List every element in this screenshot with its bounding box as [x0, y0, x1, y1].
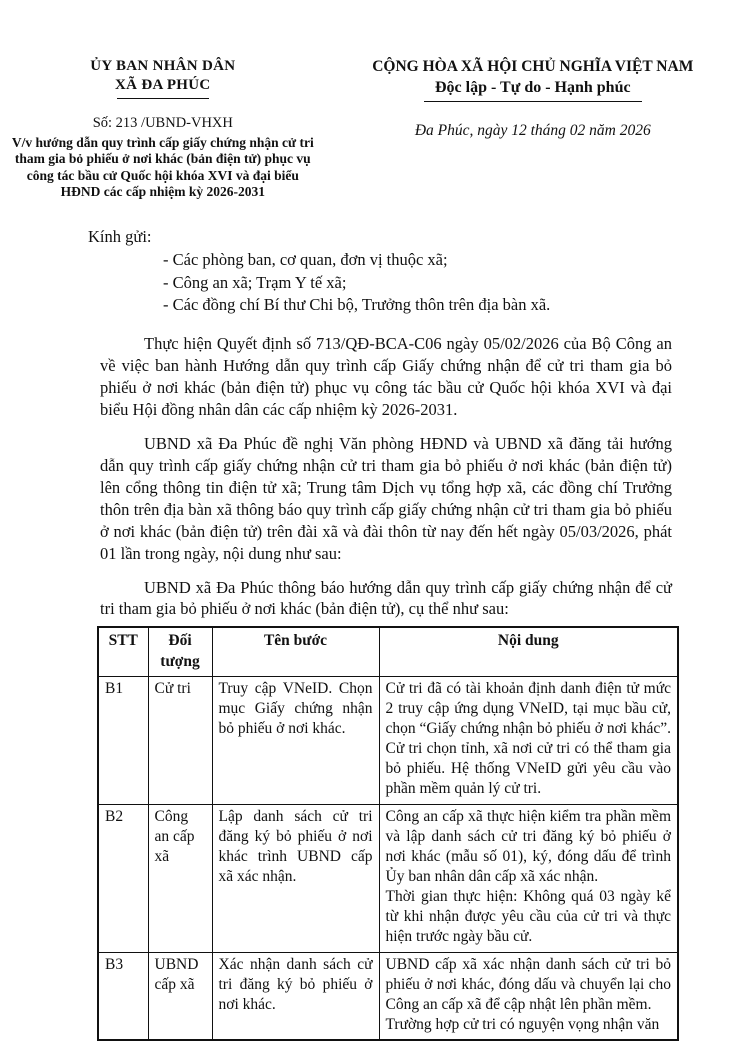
cell-ten-buoc: Lập danh sách cử tri đăng ký bỏ phiếu ở nơi khác trình UBND cấp xã xác nhận.	[212, 804, 379, 952]
salutation: Kính gửi:	[88, 226, 152, 246]
cell-ten-buoc: Truy cập VNeID. Chọn mục Giấy chứng nhận bỏ phiếu ở nơi khác.	[212, 676, 379, 804]
cell-ten-buoc: Xác nhận danh sách cử tri đăng ký bỏ phiếu ở nơi khác.	[212, 952, 379, 1040]
national-title: CỘNG HÒA XÃ HỘI CHỦ NGHĨA VIỆT NAM	[372, 58, 694, 75]
table-row	[98, 952, 678, 1040]
cell-doi-tuong: Công an cấp xã	[148, 804, 212, 952]
col-header-noi-dung: Nội dung	[379, 627, 678, 676]
issuer-underline	[117, 98, 209, 99]
place-date: Đa Phúc, ngày 12 tháng 02 năm 2026	[414, 122, 651, 139]
cell-stt: B1	[98, 676, 148, 804]
cell-paragraph: UBND cấp xã xác nhận danh sách cử tri bỏ phiếu ở nơi khác, đóng dấu và chuyển lại cho Công an cấp xã để cập nhật lên phần mềm.	[385, 955, 671, 1013]
doc-number: Số: 213 /UBND-VHXH	[92, 115, 233, 131]
doc-subject: V/v hướng dẫn quy trình cấp giấy chứng nhận cử tri tham gia bỏ phiếu ở nơi khác (bản điện tử) phục vụ công tác bầu cử Quốc hội khóa XVI và đại biểu HĐND các cấp nhiệm kỳ 2026-2031	[11, 135, 314, 200]
motto-underline	[424, 101, 642, 102]
recipient-item: - Các đồng chí Bí thư Chi bộ, Trưởng thôn trên địa bàn xã.	[163, 295, 551, 315]
cell-stt: B2	[98, 804, 148, 952]
cell-paragraph: Công an cấp xã thực hiện kiểm tra phần mềm và lập danh sách cử tri đăng ký bỏ phiếu ở nơi khác (mẫu số 01), ký, đóng dấu để trình Ủy ban nhân dân cấp xã xác nhận.	[385, 807, 671, 885]
procedure-table	[97, 626, 679, 1041]
recipient-item: - Công an xã; Trạm Y tế xã;	[163, 272, 347, 292]
cell-noi-dung	[379, 676, 678, 804]
col-header-stt: STT	[98, 627, 148, 676]
body-paragraph: UBND xã Đa Phúc đề nghị Văn phòng HĐND và UBND xã đăng tải hướng dẫn quy trình cấp giấy chứng nhận cử tri tham gia bỏ phiếu ở nơi khác (bản điện tử) lên cổng thông tin điện tử xã; Trung tâm Dịch vụ tổng hợp xã, các đồng chí Trưởng thôn trên địa bàn xã thông báo quy trình cấp giấy chứng nhận cử tri tham gia bỏ phiếu ở nơi khác (bản điện tử) trên đài xã và đài thôn từ nay đến hết ngày 05/03/2026, phát 01 lần trong ngày, nội dung như sau:	[100, 433, 672, 563]
cell-noi-dung	[379, 804, 678, 952]
col-header-ten-buoc: Tên bước	[212, 627, 379, 676]
recipient-item: - Các phòng ban, cơ quan, đơn vị thuộc xã;	[163, 249, 448, 269]
table-header-row	[98, 627, 678, 676]
cell-noi-dung	[379, 952, 678, 1040]
cell-paragraph: Trường hợp cử tri có nguyện vọng nhận văn	[385, 1015, 660, 1033]
cell-stt: B3	[98, 952, 148, 1040]
cell-paragraph: Cử tri đã có tài khoản định danh điện tử mức 2 truy cập ứng dụng VNeID, tại mục bầu cử, chọn “Giấy chứng nhận bỏ phiếu ở nơi khác”. Cử tri chọn tỉnh, xã nơi cử tri có thể tham gia bỏ phiếu. Hệ thống VNeID gửi yêu cầu vào phần mềm quản lý cử tri.	[385, 679, 671, 798]
issuer-name: ỦY BAN NHÂN DÂN	[90, 58, 236, 74]
col-header-doi-tuong: Đối tượng	[148, 627, 212, 676]
national-block	[326, 58, 740, 201]
body-paragraph: Thực hiện Quyết định số 713/QĐ-BCA-C06 ngày 05/02/2026 của Bộ Công an về việc ban hành Hướng dẫn quy trình cấp Giấy chứng nhận để cử tri tham gia bỏ phiếu ở nơi khác (bản điện tử) phục vụ công tác bầu cử Quốc hội khóa XVI và đại biểu Hội đồng nhân dân các cấp nhiệm kỳ 2026-2031.	[100, 334, 672, 419]
table-row	[98, 804, 678, 952]
national-motto: Độc lập - Tự do - Hạnh phúc	[435, 79, 631, 96]
cell-doi-tuong: UBND cấp xã	[148, 952, 212, 1040]
issuer-block	[0, 58, 326, 201]
body-paragraph: UBND xã Đa Phúc thông báo hướng dẫn quy trình cấp giấy chứng nhận để cử tri tham gia bỏ phiếu ở nơi khác (bản điện tử), cụ thể như sau:	[100, 577, 672, 619]
document-body	[100, 333, 672, 1041]
document-header	[0, 58, 740, 201]
table-row	[98, 676, 678, 804]
issuer-unit: XÃ ĐA PHÚC	[115, 77, 211, 93]
recipient-list	[163, 249, 740, 317]
cell-paragraph: Thời gian thực hiện: Không quá 03 ngày kể từ khi nhận được yêu cầu của cử tri và thực hiện trước ngày bầu cử.	[385, 888, 671, 946]
cell-doi-tuong: Cử tri	[148, 676, 212, 804]
